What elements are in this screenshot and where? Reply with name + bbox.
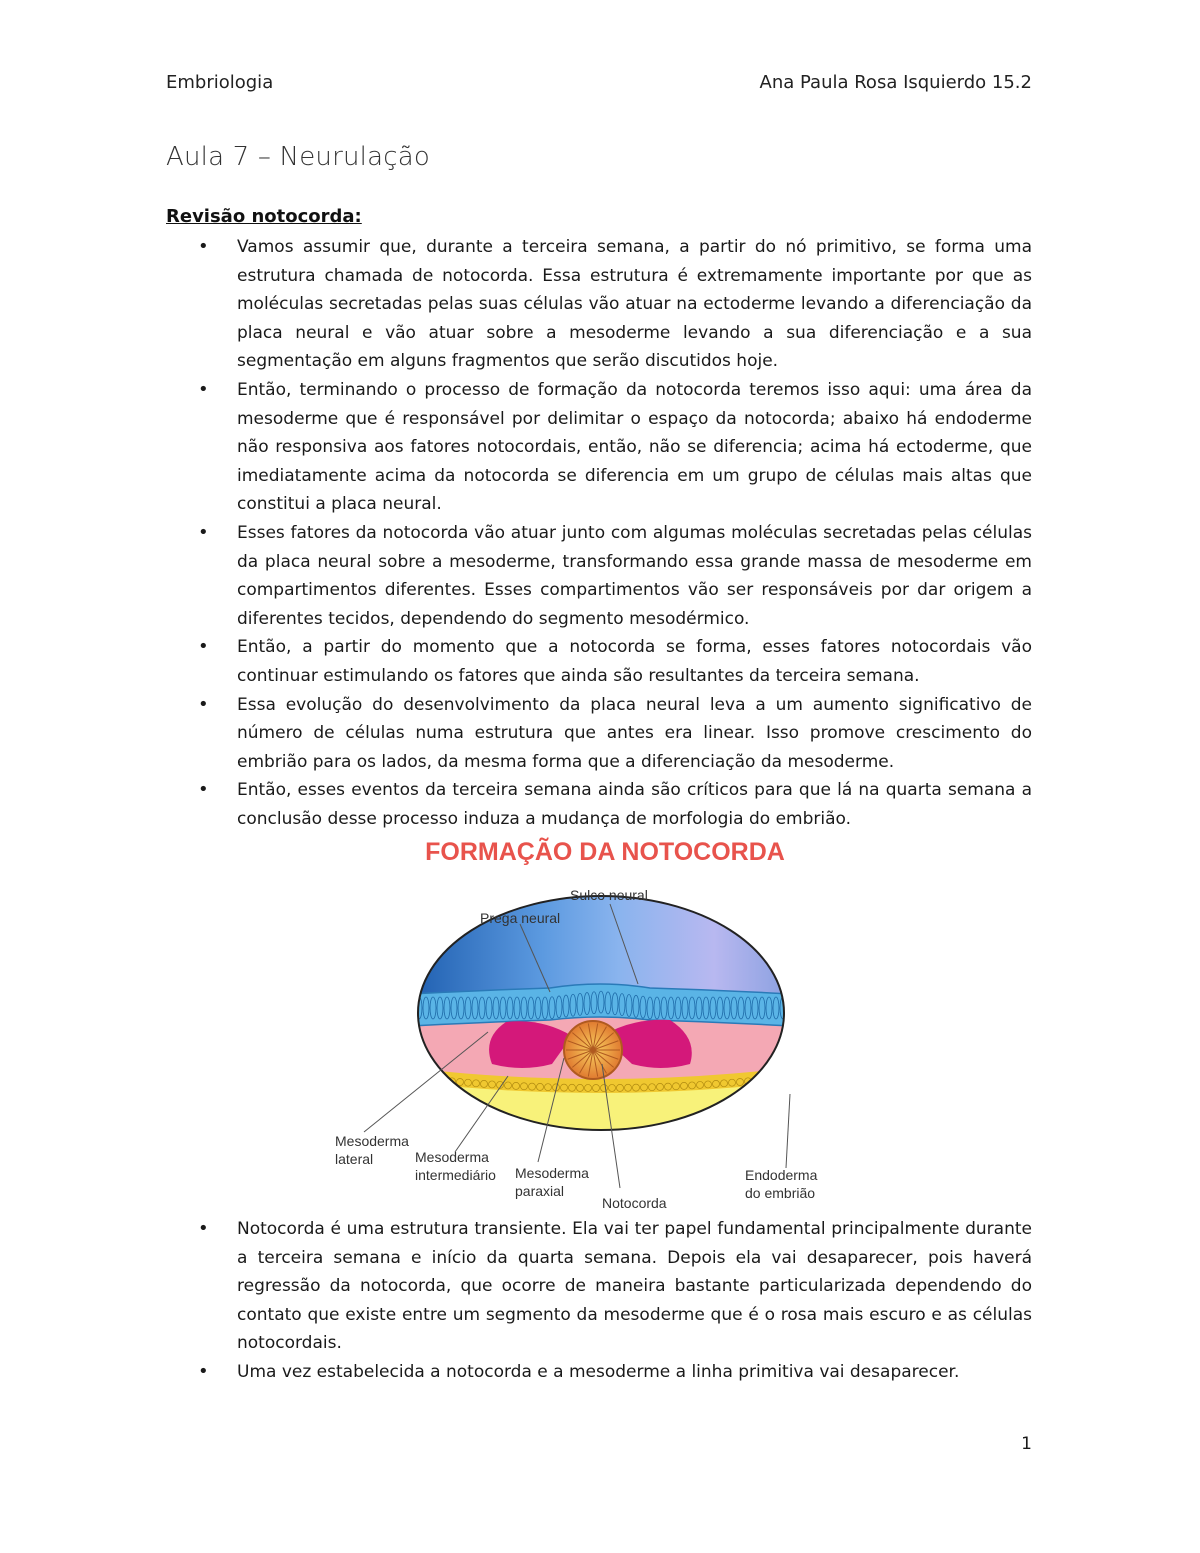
endoderm-cell <box>545 1084 552 1091</box>
neural-plate-cell <box>773 997 779 1019</box>
endoderm-cell <box>769 1075 776 1082</box>
neural-plate-cell <box>423 997 429 1019</box>
header-subject: Embriologia <box>166 72 274 93</box>
notochord-figure <box>320 832 880 1216</box>
neural-plate-cell <box>451 997 457 1019</box>
endoderm-cell <box>409 1074 416 1081</box>
list-item: • Uma vez estabelecida a notocorda e a mesoderme a linha primitiva vai desaparecer. <box>166 1358 1032 1387</box>
endoderm-cell <box>433 1076 440 1083</box>
neural-plate-cell <box>409 997 415 1019</box>
neural-plate-cell <box>528 997 534 1019</box>
label-mesoderma-paraxial-1: Mesoderma <box>515 1165 589 1181</box>
endoderm-cell <box>777 1075 784 1082</box>
endoderm-cell <box>593 1084 600 1091</box>
neural-plate-cell <box>521 997 527 1019</box>
neural-plate-cell <box>654 997 660 1019</box>
neural-plate-cell <box>549 997 555 1019</box>
section-heading: Revisão notocorda: <box>166 206 362 227</box>
neural-plate-cell <box>444 997 450 1019</box>
endoderm-cell <box>641 1084 648 1091</box>
label-endoderma-2: do embrião <box>745 1185 816 1201</box>
neural-plate-cell <box>507 997 513 1019</box>
neural-plate-cell <box>696 997 702 1019</box>
list-item: • Então, terminando o processo de formação da notocorda teremos isso aqui: uma área da mesoderme que é responsável por delimitar o espaço da notocorda; abaixo há endoderme não responsiva aos fatores notocordais, então, não se diferencia; acima há ectoderme, que imediatamente acima da notocorda se diferencia em um grupo de células mais altas que constitui a placa neural. <box>166 376 1032 519</box>
neural-plate-cell <box>731 997 737 1019</box>
endoderm-cell <box>657 1083 664 1090</box>
neural-plate-cell <box>479 997 485 1019</box>
endoderm-cell <box>465 1079 472 1086</box>
endoderm-cell <box>697 1081 704 1088</box>
neural-plate-cell <box>759 997 765 1019</box>
endoderm-cell <box>489 1081 496 1088</box>
list-item: • Essa evolução do desenvolvimento da placa neural leva a um aumento significativo de número de células numa estrutura que antes era linear. Isso promove crescimento do embrião para os lados, da mesma forma que a diferenciação da mesoderme. <box>166 691 1032 777</box>
neural-plate-cell <box>675 997 681 1019</box>
list-item: • Então, esses eventos da terceira semana ainda são críticos para que lá na quarta semana a conclusão desse processo induza a mudança de morfologia do embrião. <box>166 776 1032 833</box>
label-endoderma-1: Endoderma <box>745 1167 818 1183</box>
label-notocorda: Notocorda <box>602 1195 667 1211</box>
endoderm-cell <box>681 1082 688 1089</box>
list-item: • Vamos assumir que, durante a terceira semana, a partir do nó primitivo, se forma uma estrutura chamada de notocorda. Essa estrutura é extremamente importante por que as moléculas secretadas pelas suas células vão atuar na ectoderme levando a diferenciação da placa neural e vão atuar sobre a mesoderme levando a sua diferenciação e a sua segmentação em alguns fragmentos que serão discutidos hoje. <box>166 233 1032 376</box>
neural-plate-cell <box>500 997 506 1019</box>
endoderm-cell <box>649 1084 656 1091</box>
endoderm-cell <box>537 1083 544 1090</box>
endoderm-cell <box>569 1084 576 1091</box>
neural-plate-cell <box>430 997 436 1019</box>
neural-plate-cell <box>717 997 723 1019</box>
neural-plate-cell <box>577 993 583 1015</box>
neural-plate-cell <box>598 991 604 1013</box>
page-title: Aula 7 – Neurulação <box>166 142 430 172</box>
figure-title: FORMAÇÃO DA NOTOCORDA <box>425 838 785 866</box>
endoderm-cell <box>633 1084 640 1091</box>
endoderm-cell <box>729 1079 736 1086</box>
bullet-list-bottom <box>166 1215 1032 1387</box>
notochord-diagram <box>320 832 880 1216</box>
label-mesoderma-lateral-2: lateral <box>335 1151 374 1167</box>
endoderm-cell <box>673 1083 680 1090</box>
neural-plate-cell <box>612 993 618 1015</box>
endoderm-cell <box>473 1080 480 1087</box>
endoderm-cell <box>417 1075 424 1082</box>
endoderm-cell <box>585 1084 592 1091</box>
list-item: • Notocorda é uma estrutura transiente. Ela vai ter papel fundamental principalmente durante a terceira semana e início da quarta semana. Depois ela vai desaparecer, pois haverá regressão da notocorda, que ocorre de maneira bastante particularizada dependendo do contato que existe entre um segmento da mesoderme que é o rosa mais escuro e as células notocordais. <box>166 1215 1032 1358</box>
neural-plate-cell <box>493 997 499 1019</box>
neural-plate-cell <box>563 995 569 1017</box>
neural-plate-cell <box>738 997 744 1019</box>
neural-plate-cell <box>752 997 758 1019</box>
neural-plate-cell <box>591 992 597 1014</box>
neural-plate-cell <box>437 997 443 1019</box>
neural-plate-cell <box>668 997 674 1019</box>
label-sulco-neural: Sulco neural <box>570 887 648 903</box>
neural-plate-cell <box>626 994 632 1016</box>
list-item: • Esses fatores da notocorda vão atuar junto com algumas moléculas secretadas pelas células da placa neural sobre a mesoderme, transformando essa grande massa de mesoderme em compartimentos diferentes. Esses compartimentos vão ser responsáveis por dar origem a diferentes tecidos, dependendo do segmento mesodérmico. <box>166 519 1032 633</box>
neural-plate-cell <box>458 997 464 1019</box>
endoderm-cell <box>521 1083 528 1090</box>
neural-plate-cell <box>703 997 709 1019</box>
endoderm-cell <box>481 1080 488 1087</box>
list-item: • Então, a partir do momento que a notocorda se forma, esses fatores notocordais vão continuar estimulando os fatores que ainda são resultantes da terceira semana. <box>166 633 1032 690</box>
label-mesoderma-intermediario-2: intermediário <box>415 1167 496 1183</box>
endoderm-cell <box>609 1084 616 1091</box>
endoderm-cell <box>737 1079 744 1086</box>
neural-plate-cell <box>640 996 646 1018</box>
neural-plate-cell <box>556 996 562 1018</box>
endoderm-cell <box>625 1084 632 1091</box>
neural-plate-cell <box>570 994 576 1016</box>
neural-plate-cell <box>619 994 625 1016</box>
neural-plate-cell <box>465 997 471 1019</box>
neural-plate-cell <box>724 997 730 1019</box>
endoderm-cell <box>505 1082 512 1089</box>
endoderm-cell <box>577 1084 584 1091</box>
endoderm-cell <box>761 1076 768 1083</box>
page-number: 1 <box>1021 1434 1032 1454</box>
label-mesoderma-paraxial-2: paraxial <box>515 1183 565 1199</box>
neural-plate-cell <box>682 997 688 1019</box>
neural-plate-cell <box>514 997 520 1019</box>
endoderm-cell <box>441 1077 448 1084</box>
label-mesoderma-lateral-1: Mesoderma <box>335 1133 409 1149</box>
label-prega-neural: Prega neural <box>480 910 561 926</box>
label-mesoderma-intermediario-1: Mesoderma <box>415 1149 489 1165</box>
endoderm-cell <box>513 1082 520 1089</box>
neural-plate-cell <box>710 997 716 1019</box>
neural-plate-cell <box>689 997 695 1019</box>
neural-plate-cell <box>486 997 492 1019</box>
bullet-list-top <box>166 233 1032 833</box>
endoderm-cell <box>721 1080 728 1087</box>
endoderm-cell <box>713 1080 720 1087</box>
endoderm-cell <box>561 1084 568 1091</box>
neural-plate-cell <box>766 997 772 1019</box>
neural-plate-cell <box>472 997 478 1019</box>
neural-plate-cell <box>633 995 639 1017</box>
endoderm-cell <box>705 1081 712 1088</box>
neural-plate-cell <box>542 997 548 1019</box>
neural-plate-cell <box>535 997 541 1019</box>
header-author: Ana Paula Rosa Isquierdo 15.2 <box>759 72 1032 93</box>
neural-plate-cell <box>584 993 590 1015</box>
endoderm-cell <box>785 1074 792 1081</box>
neural-plate-cell <box>647 997 653 1019</box>
neural-plate-cell <box>661 997 667 1019</box>
endoderm-cell <box>601 1084 608 1091</box>
endoderm-cell <box>689 1082 696 1089</box>
neural-plate-cell <box>605 992 611 1014</box>
endoderm-cell <box>665 1083 672 1090</box>
endoderm-cell <box>529 1083 536 1090</box>
neural-plate-cell <box>745 997 751 1019</box>
endoderm-cell <box>617 1084 624 1091</box>
